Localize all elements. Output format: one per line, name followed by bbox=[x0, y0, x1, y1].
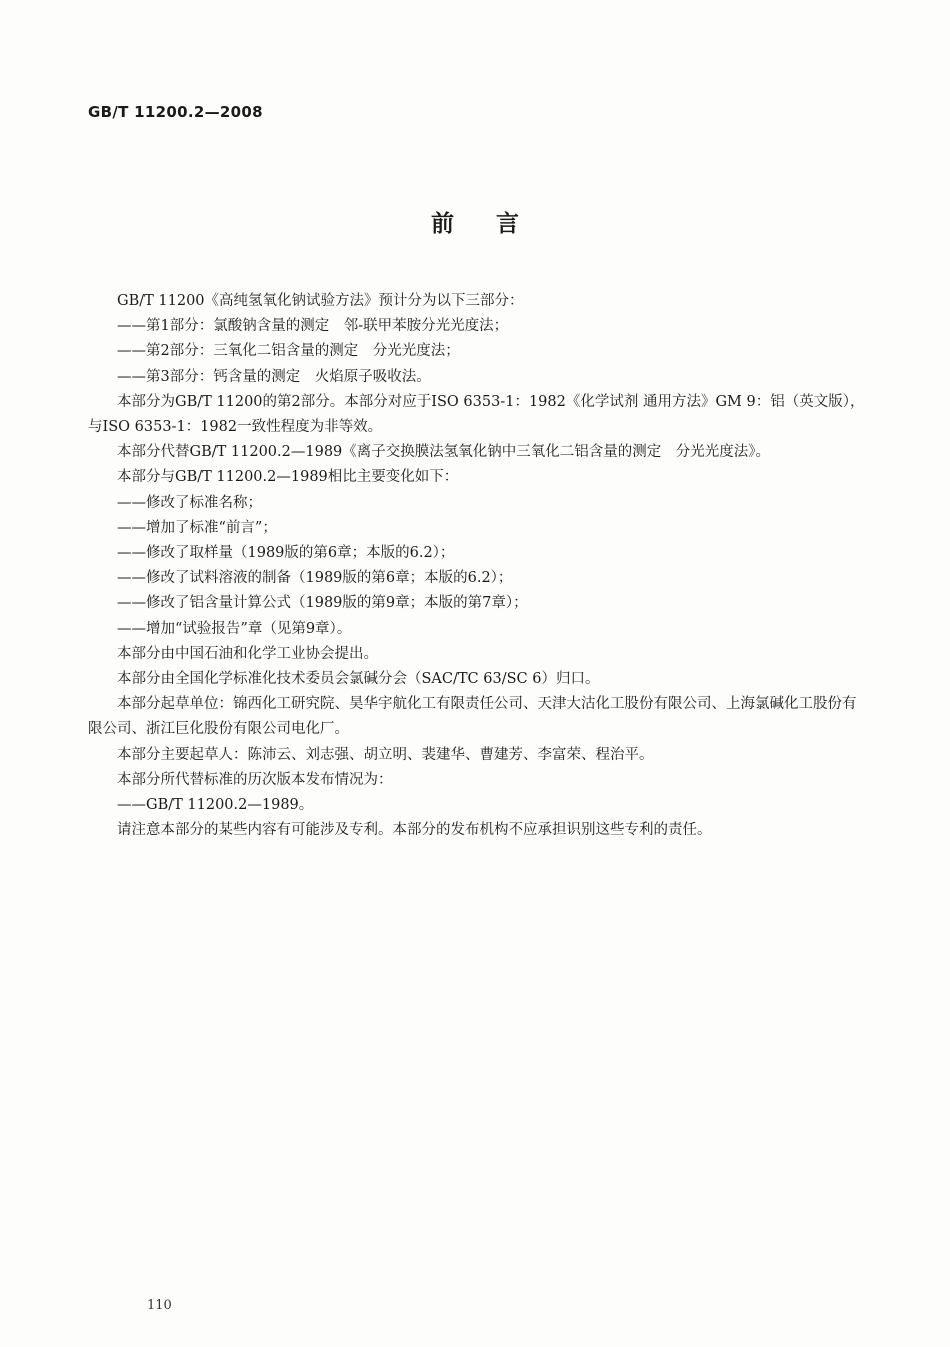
page-title: 前言 bbox=[431, 211, 561, 237]
list-item: ——第1部分：氯酸钠含量的测定 邻-联甲苯胺分光光度法； bbox=[117, 318, 509, 335]
paragraph: 本部分主要起草人：陈沛云、刘志强、胡立明、裴建华、曹建芳、李富荣、程治平。 bbox=[117, 746, 654, 763]
list-item: ——修改了标准名称； bbox=[117, 494, 262, 511]
paragraph: GB/T 11200《高纯氢氧化钠试验方法》预计分为以下三部分： bbox=[117, 293, 524, 309]
paragraph: 请注意本部分的某些内容有可能涉及专利。本部分的发布机构不应承担识别这些专利的责任。 bbox=[117, 822, 712, 839]
paragraph: 本部分由中国石油和化学工业协会提出。 bbox=[117, 645, 378, 662]
list-item: ——修改了试料溶液的制备（1989版的第6章；本版的6.2）； bbox=[117, 570, 513, 587]
list-item: ——GB/T 11200.2—1989。 bbox=[117, 797, 314, 814]
list-item: ——修改了铝含量计算公式（1989版的第9章；本版的第7章）； bbox=[117, 595, 528, 612]
page-number: 110 bbox=[147, 1298, 172, 1313]
list-item: ——修改了取样量（1989版的第6章；本版的6.2）； bbox=[117, 545, 455, 562]
list-item: ——增加“试验报告”章（见第9章）。 bbox=[117, 620, 352, 637]
standard-code: GB/T 11200.2—2008 bbox=[88, 103, 263, 121]
document-body bbox=[88, 289, 868, 843]
list-item: ——增加了标准“前言”； bbox=[117, 519, 277, 536]
paragraph: 本部分代替GB/T 11200.2—1989《离子交换膜法氢氧化钠中三氧化二铝含量的测定 分光光度法》。 bbox=[117, 444, 771, 461]
paragraph: 本部分与GB/T 11200.2—1989相比主要变化如下： bbox=[117, 469, 459, 486]
list-item: ——第3部分：钙含量的测定 火焰原子吸收法。 bbox=[117, 368, 431, 385]
paragraph: 本部分由全国化学标准化技术委员会氯碱分会（SAC/TC 63/SC 6）归口。 bbox=[117, 671, 600, 688]
paragraph: 本部分所代替标准的历次版本发布情况为： bbox=[117, 771, 393, 788]
paragraph: 本部分为GB/T 11200的第2部分。本部分对应于ISO 6353-1：1982《化学试剂 通用方法》GM 9：铝（英文版），与ISO 6353-1：1982一致性程度为非等效。 bbox=[88, 393, 865, 436]
paragraph: 本部分起草单位：锦西化工研究院、昊华宇航化工有限责任公司、天津大沽化工股份有限公司、上海氯碱化工股份有限公司、浙江巨化股份有限公司电化厂。 bbox=[88, 696, 857, 738]
list-item: ——第2部分：三氧化二铝含量的测定 分光光度法； bbox=[117, 343, 460, 360]
